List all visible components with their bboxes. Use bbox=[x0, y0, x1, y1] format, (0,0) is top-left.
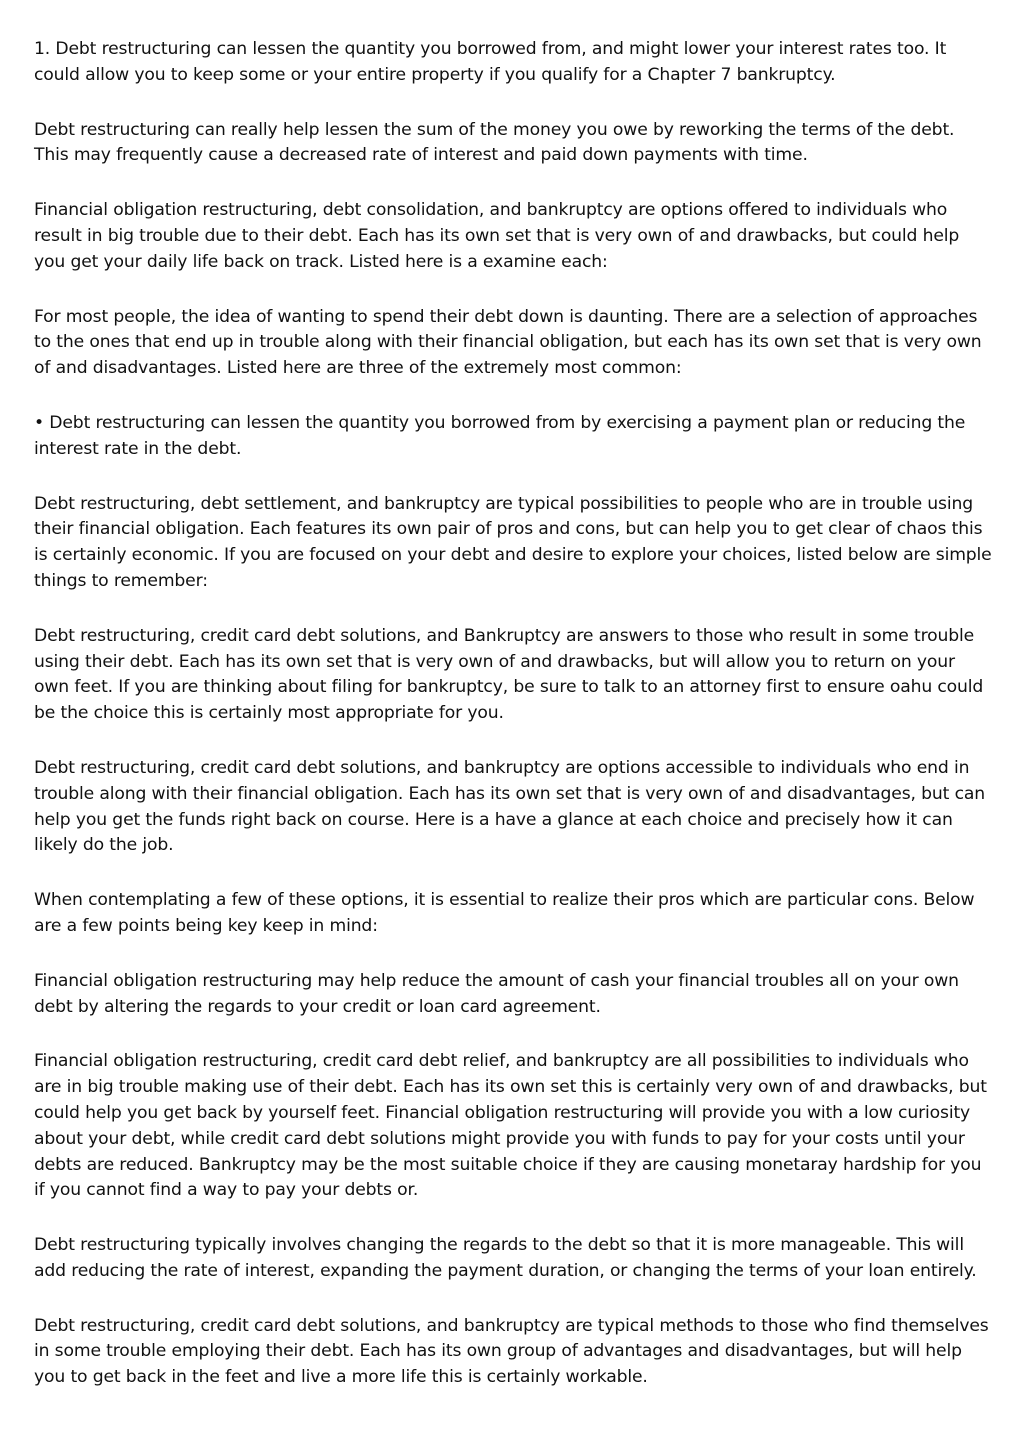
document-body bbox=[34, 37, 994, 1420]
paragraph-6: Debt restructuring, debt settlement, and bankruptcy are typical possibilities to people who are in trouble using their financial obligation. Each features its own pair of pros and cons, but can help you to get clear of chaos this is certainly economic. If you are focused on your debt and desire to explore your choices, listed below are simple things to remember: bbox=[34, 493, 992, 591]
paragraph-10: Financial obligation restructuring may help reduce the amount of cash your financial troubles all on your own debt by altering the regards to your credit or loan card agreement. bbox=[34, 970, 959, 1017]
paragraph-2: Debt restructuring can really help lessen the sum of the money you owe by reworking the terms of the debt. This may frequently cause a decreased rate of interest and paid down payments with time. bbox=[34, 119, 955, 166]
paragraph-3: Financial obligation restructuring, debt consolidation, and bankruptcy are options offered to individuals who result in big trouble due to their debt. Each has its own set that is very own of and drawbacks, but could help you get your daily life back on track. Listed here is a examine each: bbox=[34, 200, 960, 272]
paragraph-12: Debt restructuring typically involves changing the regards to the debt so that it is more manageable. This will add reducing the rate of interest, expanding the payment duration, or changing the terms of your loan entirely. bbox=[34, 1235, 977, 1281]
paragraph-5: • Debt restructuring can lessen the quantity you borrowed from by exercising a payment plan or reducing the interest rate in the debt. bbox=[34, 412, 966, 459]
paragraph-11: Financial obligation restructuring, credit card debt relief, and bankruptcy are all possibilities to individuals who are in big trouble making use of their debt. Each has its own set this is certainly very own of and drawbacks, but could help you get back by yourself feet. Financial obligation restructuring will provide you with a low curiosity about your debt, while credit card debt solutions might provide you with funds to pay for your costs until your debts are reduced. Bankruptcy may be the most suitable choice if they are causing monetaray hardship for you if you cannot find a way to pay your debts or. bbox=[34, 1051, 987, 1201]
paragraph-9: When contemplating a few of these options, it is essential to realize their pros which are particular cons. Below are a few points being key keep in mind: bbox=[34, 890, 975, 936]
paragraph-8: Debt restructuring, credit card debt solutions, and bankruptcy are options accessible to individuals who end in trouble along with their financial obligation. Each has its own set that is very own of and disadvantages, but can help you get the funds right back on course. Here is a have a glance at each choice and precisely how it can likely do the job. bbox=[34, 757, 985, 856]
paragraph-1: 1. Debt restructuring can lessen the quantity you borrowed from, and might lower your interest rates too. It could allow you to keep some or your entire property if you qualify for a Chapter 7 bankruptcy. bbox=[34, 39, 947, 85]
paragraph-13: Debt restructuring, credit card debt solutions, and bankruptcy are typical methods to those who find themselves in some trouble employing their debt. Each has its own group of advantages and disadvantages, but will help you to get back in the feet and live a more life this is certainly workable. bbox=[34, 1315, 989, 1388]
paragraph-4: For most people, the idea of wanting to spend their debt down is daunting. There are a selection of approaches to the ones that end up in trouble along with their financial obligation, but each has its own set that is very own of and disadvantages. Listed here are three of the extremely most common: bbox=[34, 306, 982, 379]
paragraph-7: Debt restructuring, credit card debt solutions, and Bankruptcy are answers to those who result in some trouble using their debt. Each has its own set that is very own of and drawbacks, but will allow you to return on your own feet. If you are thinking about filing for bankruptcy, be sure to talk to an attorney first to ensure oahu could be the choice this is certainly most appropriate for you. bbox=[34, 625, 984, 724]
